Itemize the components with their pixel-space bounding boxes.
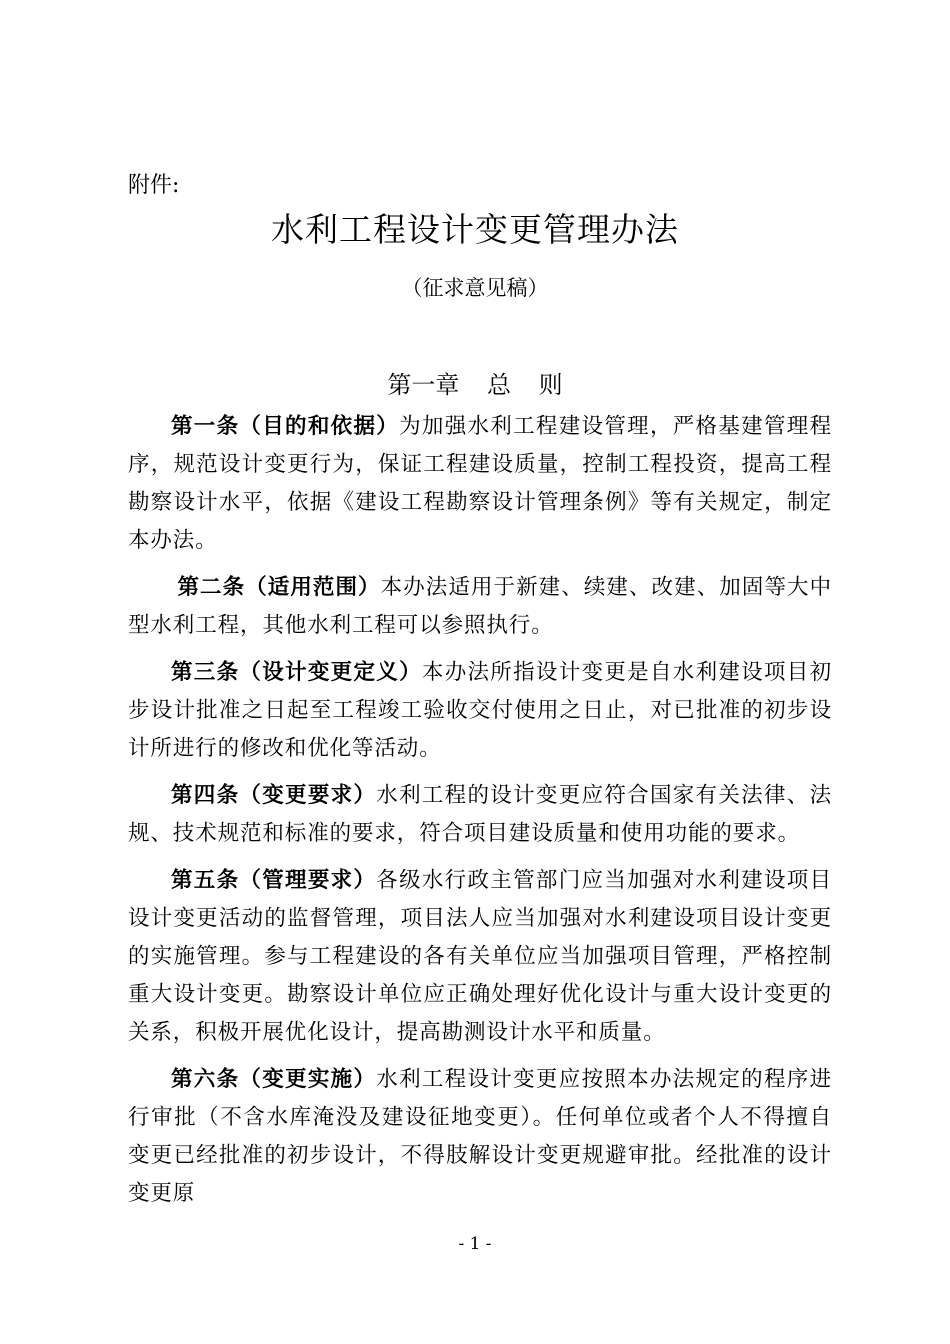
attachment-label: 附件: [128,173,180,198]
article-2-text: 本办法适用于新建、续建、改建、加固等大中型水利工程，其他水利工程可以参照执行。 [128,575,832,638]
article-2 [128,569,832,645]
article-5 [128,862,832,1052]
article-1-text: 为加强水利工程建设管理，严格基建管理程序，规范设计变更行为，保证工程建设质量，控制工程投资，提高工程勘察设计水平，依据《建设工程勘察设计管理条例》等有关规定，制定本办法。 [128,414,832,553]
document-body [128,408,832,1222]
article-2-heading: （适用范围） [245,575,381,600]
article-6 [128,1061,832,1213]
document-title: 水利工程设计变更管理办法 [271,210,679,249]
article-2-number: 第二条 [177,575,246,600]
chapter-heading: 第一章 总 则 [387,371,563,399]
article-5-heading: （管理要求） [239,868,377,893]
article-4-text: 水利工程的设计变更应符合国家有关法律、法规、技术规范和标准的要求，符合项目建设质量和使用功能的要求。 [128,783,832,846]
article-3-text: 本办法所指设计变更是自水利建设项目初步设计批准之日起至工程竣工验收交付使用之日止，对已批准的初步设计所进行的修改和优化等活动。 [128,660,833,761]
article-6-heading: （变更实施） [239,1067,377,1092]
article-3-number: 第三条 [171,660,240,685]
article-4-heading: （变更要求） [239,783,377,808]
article-1 [128,408,832,560]
article-1-number: 第一条 [171,414,240,439]
article-4 [128,777,832,853]
article-6-number: 第六条 [171,1067,240,1092]
article-3-heading: （设计变更定义） [239,660,422,685]
article-5-number: 第五条 [171,868,240,893]
article-6-text: 水利工程设计变更应按照本办法规定的程序进行审批（不含水库淹没及建设征地变更）。任何单位或者个人不得擅自变更已经批准的初步设计，不得肢解设计变更规避审批。经批准的设计变更原 [128,1067,832,1206]
article-3 [128,654,832,768]
article-4-number: 第四条 [171,783,240,808]
article-5-text: 各级水行政主管部门应当加强对水利建设项目设计变更活动的监督管理，项目法人应当加强对水利建设项目设计变更的实施管理。参与工程建设的各有关单位应当加强项目管理，严格控制重大设计变更。勘察设计单位应正确处理好优化设计与重大设计变更的关系，积极开展优化设计，提高勘测设计水平和质量。 [128,868,832,1045]
document-subtitle: （征求意见稿） [401,276,549,300]
page-number: - 1 - [458,1234,492,1254]
article-1-heading: （目的和依据） [239,414,400,439]
